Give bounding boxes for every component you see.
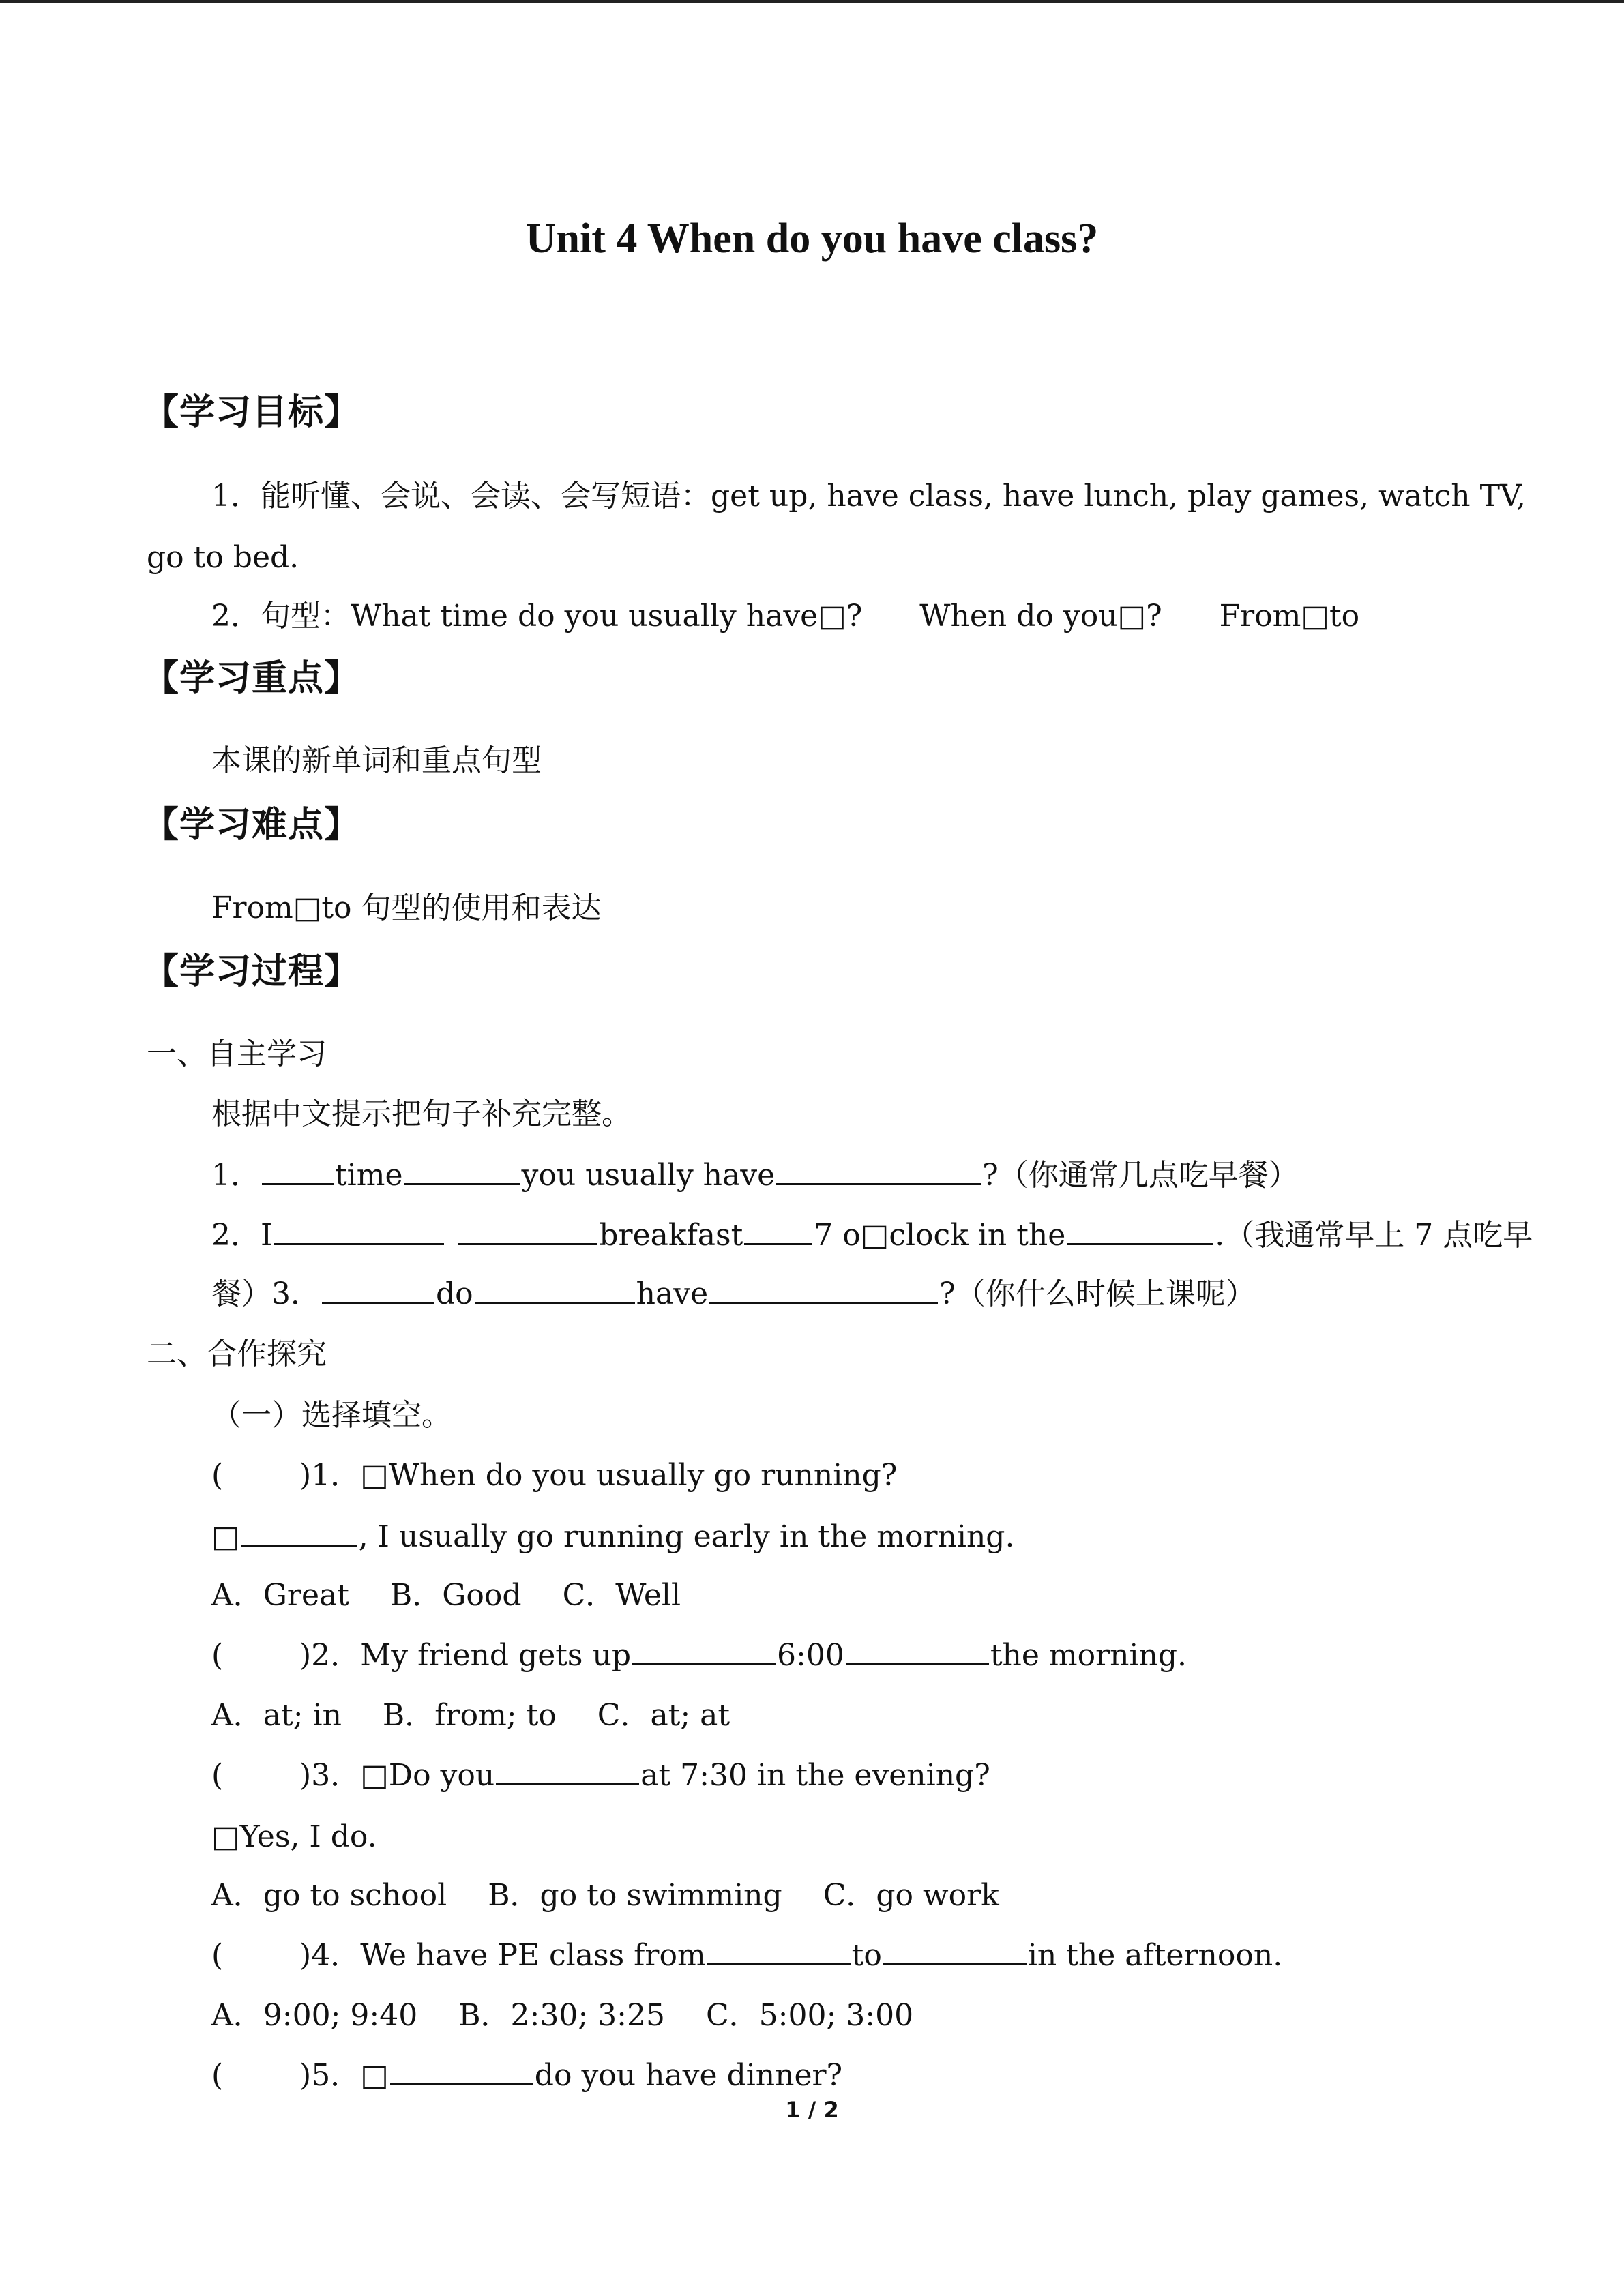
mc-question-1-answer	[211, 1517, 1014, 1557]
q3-text-1: do	[436, 1277, 473, 1311]
mc3-blank[interactable]	[496, 1756, 639, 1785]
page-number: 1 / 2	[785, 2097, 839, 2123]
mc-question-3-answer: □Yes, I do.	[211, 1819, 377, 1854]
mc4-blank-2[interactable]	[883, 1936, 1027, 1965]
mc4-option-c: C．5:00; 3:00	[705, 1998, 914, 2033]
q2-blank-2[interactable]	[458, 1216, 597, 1245]
mc3-option-b: B．go to swimming	[488, 1878, 782, 1913]
q1-num: 1．	[211, 1158, 261, 1193]
fill-question-1	[211, 1155, 1299, 1196]
mc1-answer-text: , I usually go running early in the morning.	[358, 1519, 1015, 1554]
fill-question-3	[211, 1274, 1256, 1315]
mc-question-2	[211, 1635, 1187, 1676]
mc5-stem-b: do you have dinner?	[534, 2058, 843, 2093]
mc1-option-b: B．Good	[389, 1578, 522, 1613]
q2-text-3: .（我通常早上 7 点吃早	[1215, 1218, 1533, 1253]
section-heading-difficulties: 【学习难点】	[143, 805, 361, 846]
mc2-stem-c: the morning.	[990, 1638, 1187, 1673]
fill-question-2	[211, 1215, 1533, 1256]
mc5-blank[interactable]	[390, 2056, 533, 2085]
section-heading-key-points: 【学习重点】	[143, 658, 361, 699]
mc2-option-b: B．from; to	[382, 1698, 557, 1733]
mc2-blank-1[interactable]	[632, 1636, 776, 1665]
q2-blank-4[interactable]	[1067, 1216, 1213, 1245]
page-title: Unit 4 When do you have class?	[525, 215, 1099, 262]
q1-text-2: you usually have	[521, 1158, 776, 1193]
q3-text-3: ?（你什么时候上课呢）	[939, 1277, 1256, 1311]
part2-title: 二、合作探究	[147, 1337, 327, 1371]
q3-blank-3[interactable]	[709, 1274, 938, 1304]
mc-question-3-options	[211, 1875, 999, 1916]
q3-blank-1[interactable]	[322, 1274, 434, 1304]
mc4-option-b: B．2:30; 3:25	[458, 1998, 665, 2033]
section-heading-process: 【学习过程】	[143, 951, 361, 992]
goal-item-1-cont: go to bed.	[147, 540, 299, 575]
mc2-option-c: C．at; at	[597, 1698, 730, 1733]
section-heading-goals: 【学习目标】	[143, 392, 361, 433]
mc3-option-c: C．go work	[823, 1878, 999, 1913]
mc4-blank-1[interactable]	[707, 1936, 851, 1965]
mc1-option-a: A．Great	[211, 1578, 349, 1613]
mc1-blank[interactable]	[241, 1517, 357, 1547]
mc-question-4	[211, 1935, 1282, 1976]
q2-blank-1[interactable]	[274, 1216, 444, 1245]
q1-blank-1[interactable]	[262, 1156, 334, 1185]
mc3-stem-a: ( )3．□Do you	[211, 1758, 495, 1793]
q2-blank-3[interactable]	[744, 1216, 812, 1245]
q2-text-2: 7 o□clock in the	[814, 1218, 1066, 1253]
goal-item-2: 2．句型：What time do you usually have□? When do you□? From□to	[211, 599, 1360, 633]
mc5-stem-a: ( )5．□	[211, 2058, 389, 2093]
key-points-text: 本课的新单词和重点句型	[211, 743, 542, 778]
mc2-option-a: A．at; in	[211, 1698, 342, 1733]
mc-question-5	[211, 2055, 842, 2096]
q1-text-3: ?（你通常几点吃早餐）	[982, 1158, 1299, 1193]
mc-question-3	[211, 1755, 990, 1796]
mc1-option-c: C．Well	[562, 1578, 681, 1613]
mc4-option-a: A．9:00; 9:40	[211, 1998, 418, 2033]
q1-text-1: time	[335, 1158, 403, 1193]
mc3-stem-b: at 7:30 in the evening?	[640, 1758, 990, 1793]
mc1-dash: □	[211, 1519, 240, 1554]
mc-question-2-options	[211, 1695, 730, 1736]
difficulties-text: From□to 句型的使用和表达	[211, 891, 602, 925]
q2-num: 2．I	[211, 1218, 273, 1253]
q1-blank-3[interactable]	[776, 1156, 981, 1185]
q3-blank-2[interactable]	[475, 1274, 635, 1304]
part2-sub: （一）选择填空。	[211, 1398, 452, 1433]
mc2-stem-b: 6:00	[777, 1638, 844, 1673]
mc2-stem-a: ( )2．My friend gets up	[211, 1638, 631, 1673]
mc-question-1: ( )1．□When do you usually go running?	[211, 1458, 898, 1493]
mc-question-1-options	[211, 1575, 681, 1616]
mc4-stem-b: to	[851, 1938, 882, 1973]
part1-title: 一、自主学习	[147, 1037, 327, 1071]
goal-item-1: 1．能听懂、会说、会读、会写短语：get up, have class, have lunch, play games, watch TV,	[211, 479, 1526, 513]
mc2-blank-2[interactable]	[846, 1636, 989, 1665]
q1-blank-2[interactable]	[404, 1156, 520, 1185]
mc4-stem-a: ( )4．We have PE class from	[211, 1938, 706, 1973]
q3-lead: 餐）3．	[211, 1277, 321, 1311]
mc-question-4-options	[211, 1995, 913, 2036]
part1-instruction: 根据中文提示把句子补充完整。	[211, 1097, 632, 1131]
mc3-option-a: A．go to school	[211, 1878, 447, 1913]
q3-text-2: have	[636, 1277, 709, 1311]
q2-text-1: breakfast	[599, 1218, 743, 1253]
mc4-stem-c: in the afternoon.	[1027, 1938, 1283, 1973]
